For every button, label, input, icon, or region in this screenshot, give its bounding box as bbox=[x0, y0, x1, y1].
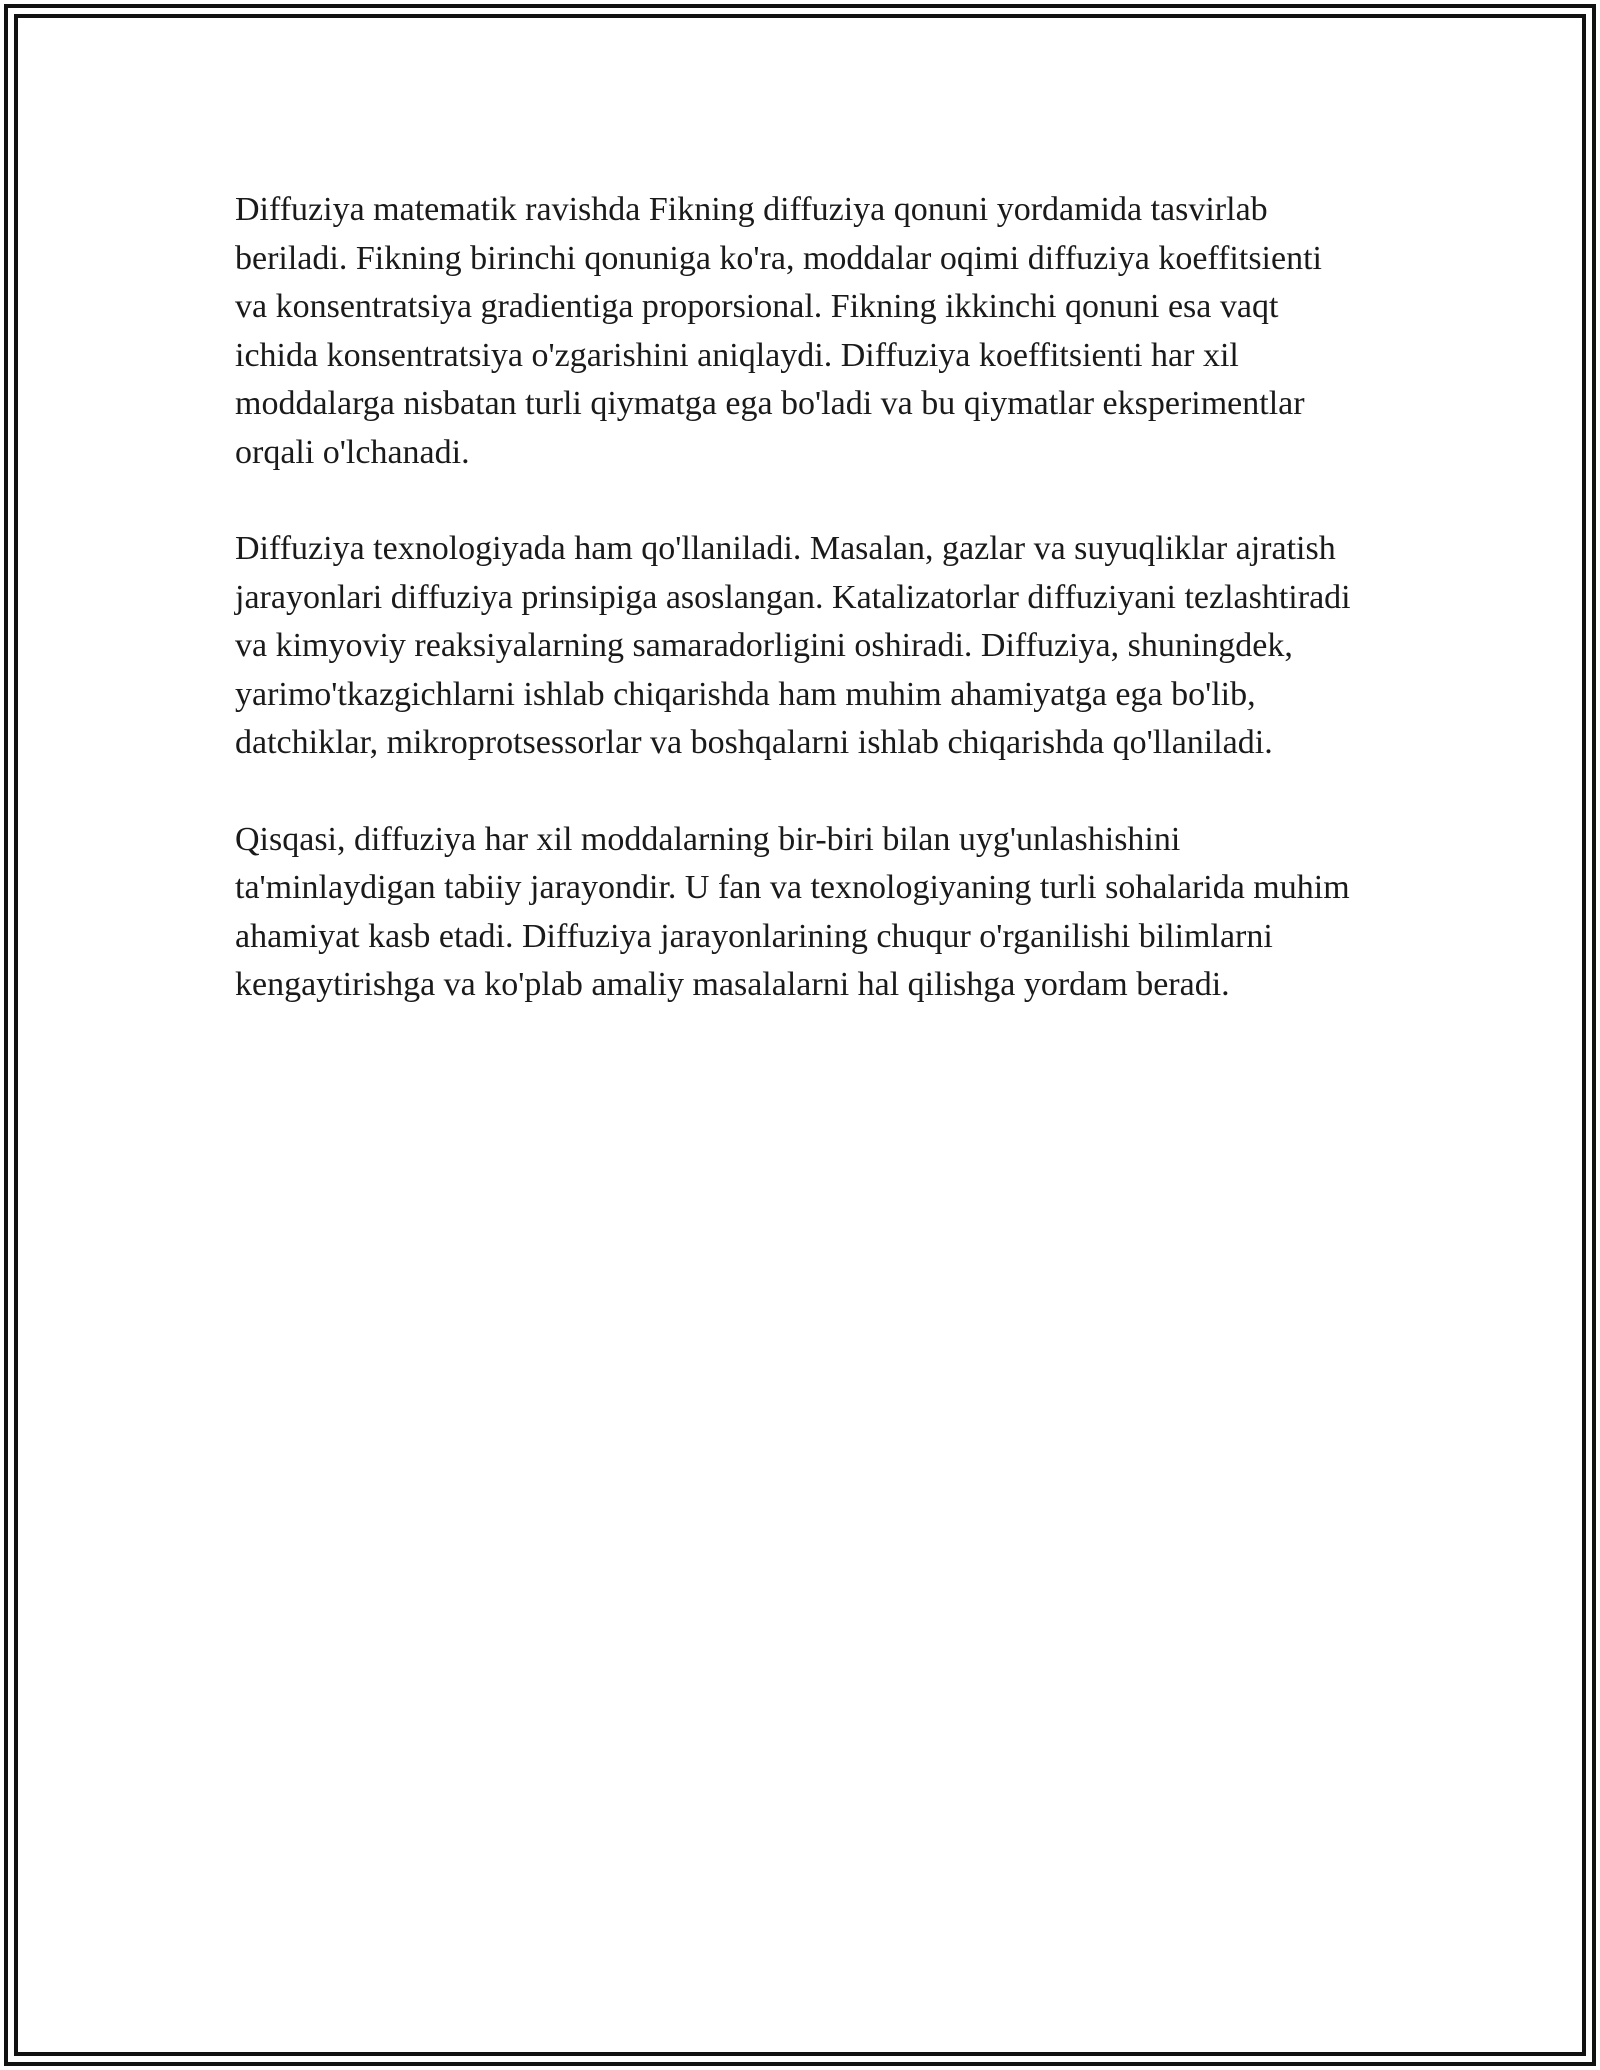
paragraph-3: Qisqasi, diffuziya har xil moddalarning bir-biri bilan uyg'unlashishini ta'minlaydigan tabiiy jarayondir. U fan va texnologiyaning turli sohalarida muhim ahamiyat kasb etadi. Diffuziya jarayonlarining chuqur o'rganilishi bilimlarni kengaytirishga va ko'plab amaliy masalalarni hal qilishga yordam beradi. bbox=[235, 820, 1350, 1003]
document-body bbox=[235, 186, 1360, 1058]
paragraph-2: Diffuziya texnologiyada ham qo'llaniladi. Masalan, gazlar va suyuqliklar ajratish jarayonlari diffuziya prinsipiga asoslangan. Katalizatorlar diffuziyani tezlashtiradi va kimyoviy reaksiyalarning samaradorligini oshiradi. Diffuziya, shuningdek, yarimo'tkazgichlarni ishlab chiqarishda ham muhim ahamiyatga ega bo'lib, datchiklar, mikroprotsessorlar va boshqalarni ishlab chiqarishda qo'llaniladi. bbox=[235, 530, 1351, 761]
paragraph-1: Diffuziya matematik ravishda Fikning diffuziya qonuni yordamida tasvirlab beriladi. Fikning birinchi qonuniga ko'ra, moddalar oqimi diffuziya koeffitsienti va konsentratsiya gradientiga proporsional. Fikning ikkinchi qonuni esa vaqt ichida konsentratsiya o'zgarishini aniqlaydi. Diffuziya koeffitsienti har xil moddalarga nisbatan turli qiymatga ega bo'ladi va bu qiymatlar eksperimentlar orqali o'lchanadi. bbox=[235, 191, 1322, 471]
